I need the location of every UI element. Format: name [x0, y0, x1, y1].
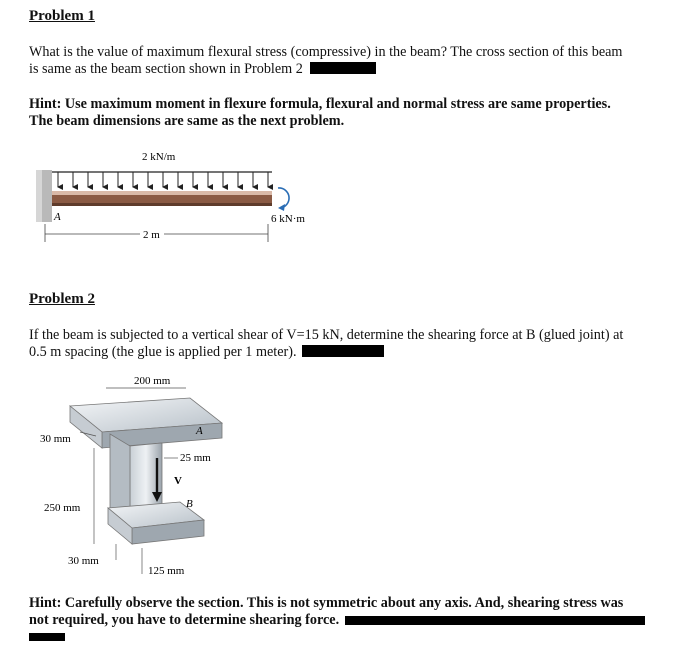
moment-label: 6 kN·m: [271, 213, 305, 225]
problem2-question-line2-text: 0.5 m spacing (the glue is applied per 1 meter).: [29, 344, 297, 360]
problem1-question-line1: What is the value of maximum flexural stress (compressive) in the beam? The cross section of this beam: [29, 44, 623, 60]
redaction-bar: [29, 633, 65, 641]
problem2-question-line1: If the beam is subjected to a vertical shear of V=15 kN, determine the shearing force at B (glued joint) at: [29, 327, 624, 343]
problem1-question-line2-text: is same as the beam section shown in Problem 2: [29, 61, 303, 77]
bottom-width-label: 125 mm: [148, 565, 185, 577]
redaction-bar: [310, 62, 376, 74]
redaction-bar: [345, 616, 645, 625]
web-thickness-label: 25 mm: [180, 452, 211, 464]
wall-hatch: [36, 170, 42, 222]
problem2-question-line2: [29, 344, 384, 361]
problem2-hint-line2-text: not required, you have to determine shearing force.: [29, 612, 340, 628]
moment-arrowhead: [278, 204, 285, 211]
redaction-bar: [302, 345, 384, 357]
top-thickness-label: 30 mm: [40, 433, 71, 445]
total-height-label: 250 mm: [44, 502, 81, 514]
beam-top-flange: [52, 191, 272, 195]
span-label: 2 m: [143, 229, 160, 241]
support-a-label: A: [54, 211, 61, 223]
point-b-label: B: [186, 498, 193, 510]
i-beam-section-figure: [30, 368, 280, 583]
problem1-heading: Problem 1: [29, 8, 95, 24]
cantilever-beam-figure: [28, 140, 328, 252]
top-width-label: 200 mm: [134, 375, 171, 387]
load-label: 2 kN/m: [142, 151, 176, 163]
beam-body: [52, 195, 272, 203]
point-a-label: A: [196, 425, 203, 437]
problem2-hint-line1: Hint: Carefully observe the section. This is not symmetric about any axis. And, shearing stress was: [29, 595, 624, 611]
problem1-hint-line1: Hint: Use maximum moment in flexure formula, flexural and normal stress are same properties.: [29, 96, 611, 112]
bottom-thickness-label: 30 mm: [68, 555, 99, 567]
problem2-heading: Problem 2: [29, 291, 95, 307]
problem1-hint-line2: The beam dimensions are same as the next problem.: [29, 113, 345, 129]
distributed-load-arrows: [58, 172, 268, 187]
beam-bottom-edge: [52, 203, 272, 206]
shear-label: V: [174, 475, 182, 487]
problem1-question-line2: [29, 61, 376, 78]
problem2-hint-line2: [29, 612, 645, 629]
